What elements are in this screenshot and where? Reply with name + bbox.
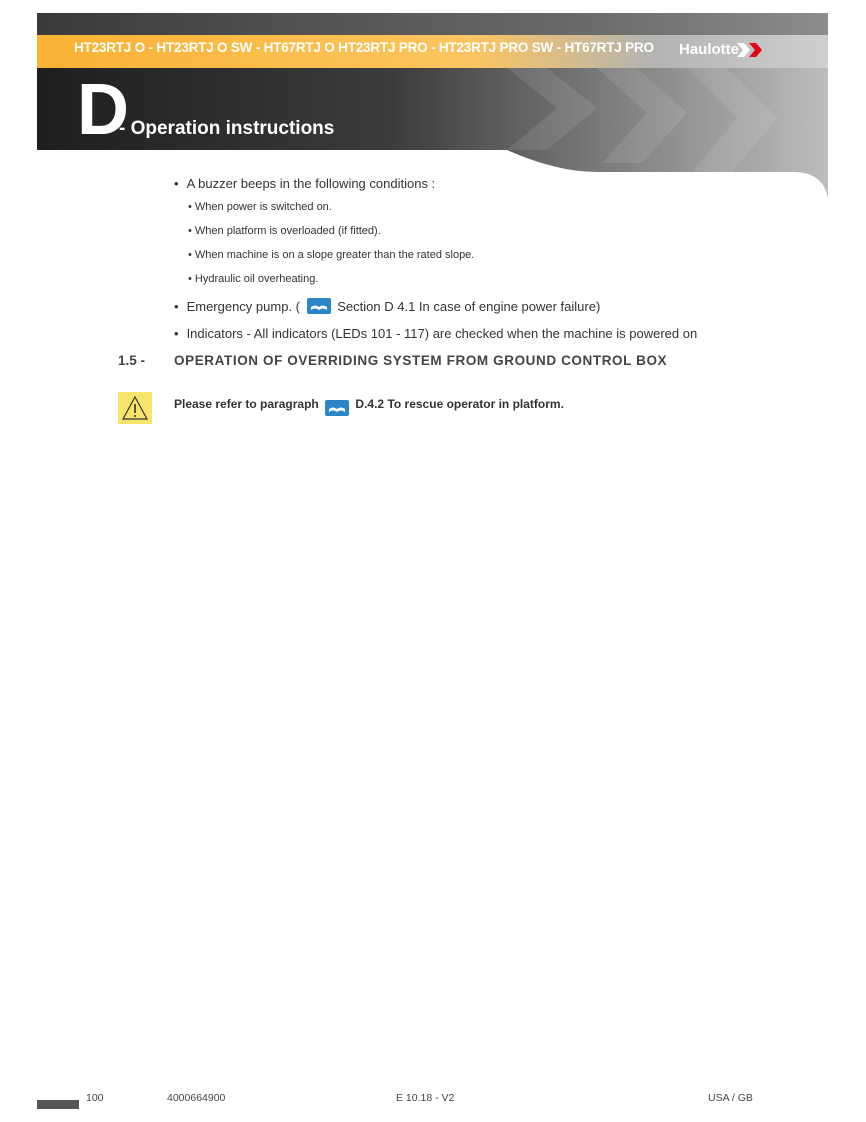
buzzer-intro <box>174 176 435 191</box>
header-top-bar <box>37 13 828 35</box>
warning-triangle-icon <box>118 392 152 424</box>
heading-title: OPERATION OF OVERRIDING SYSTEM FROM GROUND CONTROL BOX <box>174 353 668 368</box>
warning-box <box>118 392 152 424</box>
bullet: • <box>174 299 179 314</box>
page-number: 100 <box>86 1092 104 1104</box>
heading-number: 1.5 - <box>118 353 146 368</box>
book-reference-icon[interactable] <box>307 298 331 314</box>
model-list: HT23RTJ O - HT23RTJ O SW - HT67RTJ O HT23RTJ PRO - HT23RTJ PRO SW - HT67RTJ PRO <box>74 40 654 55</box>
list-item: • When platform is overloaded (if fitted). <box>188 225 381 237</box>
bullet: • <box>174 326 179 341</box>
doc-number: 4000664900 <box>167 1092 226 1104</box>
section-letter: D <box>77 70 126 150</box>
list-item: • When power is switched on. <box>188 201 332 213</box>
brand-logo-text: Haulotte <box>679 41 739 58</box>
emergency-pump-text: Emergency pump. ( <box>186 299 300 314</box>
edition: E 10.18 - V2 <box>396 1092 455 1104</box>
footer-bar <box>37 1100 79 1109</box>
warning-ref-link[interactable]: D.4.2 To rescue operator in platform. <box>355 397 564 411</box>
region: USA / GB <box>708 1092 753 1104</box>
list-item: • When machine is on a slope greater than the rated slope. <box>188 249 475 261</box>
indicators-text: Indicators - All indicators (LEDs 101 - 117) are checked when the machine is powered on <box>186 326 698 341</box>
warning-prefix: Please refer to paragraph <box>174 397 319 411</box>
emergency-pump-item <box>174 298 600 314</box>
warning-text <box>174 397 564 416</box>
brand-arrow-icon <box>737 42 767 58</box>
indicators-item <box>174 326 697 341</box>
buzzer-intro-text: A buzzer beeps in the following conditions : <box>186 176 436 191</box>
emergency-pump-ref-link[interactable]: Section D 4.1 In case of engine power failure) <box>337 299 601 314</box>
list-item: • Hydraulic oil overheating. <box>188 273 319 285</box>
section-title: - Operation instructions <box>119 118 335 139</box>
book-reference-icon[interactable] <box>325 400 349 416</box>
bullet: • <box>174 176 179 191</box>
